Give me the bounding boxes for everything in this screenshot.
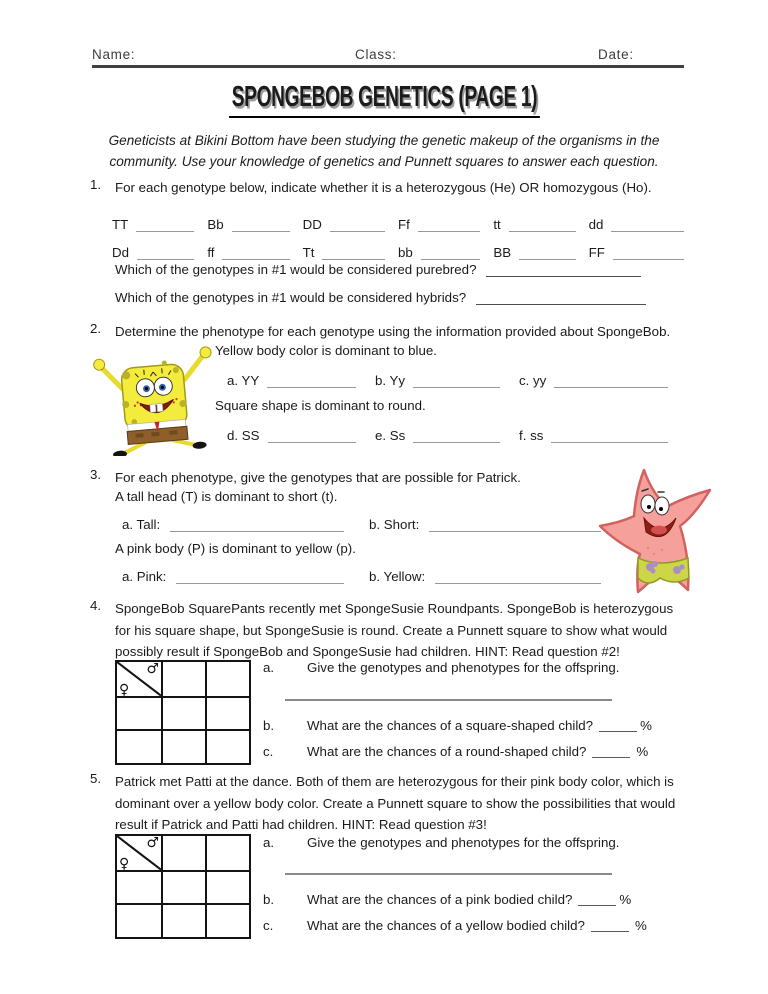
answer-blank	[429, 516, 601, 532]
question-3	[90, 467, 590, 489]
q4-b-unit: %	[640, 718, 652, 733]
q4-c-label: c.	[263, 744, 274, 759]
punnett-cell	[161, 696, 205, 730]
q5-sub-a	[263, 835, 683, 850]
genotype-label: ff	[207, 245, 215, 260]
q2-item	[375, 364, 519, 388]
punnett-cell	[117, 696, 161, 730]
answer-blank	[578, 892, 616, 906]
genotype-label: Ff	[398, 217, 410, 232]
q3-item	[115, 508, 369, 532]
genotype-grid	[112, 206, 684, 260]
punnett-cell	[161, 870, 205, 904]
answer-blank	[413, 427, 500, 443]
intro-text: Geneticists at Bikini Bottom have been studying the genetic makeup of the organisms in the community. Use your knowledge of genetics and Punnett squares to answer each question.	[108, 133, 660, 169]
q5-sub-c	[263, 918, 703, 933]
answer-blank	[285, 699, 612, 701]
punnett-header-cell	[117, 662, 161, 696]
answer-blank	[330, 216, 385, 232]
q4-b-text: What are the chances of a square-shaped child?	[307, 718, 594, 733]
male-symbol: ♂	[146, 661, 159, 677]
answer-blank	[519, 244, 576, 260]
genotype-label: TT	[112, 217, 129, 232]
genotype-label: tt	[493, 217, 501, 232]
question-1-number: 1.	[90, 177, 102, 192]
q4-c-unit: %	[636, 744, 649, 759]
question-2-body	[215, 342, 684, 443]
q3-item-label: b. Short:	[369, 517, 420, 532]
q3-rule-2: A pink body (P) is dominant to yellow (p).	[115, 541, 356, 556]
answer-blank	[592, 744, 630, 758]
female-symbol: ♀	[119, 681, 130, 698]
class-label: Class:	[355, 47, 397, 62]
answer-blank	[170, 516, 344, 532]
q4-b-label: b.	[263, 718, 275, 733]
answer-blank	[176, 568, 344, 584]
answer-blank	[268, 427, 356, 443]
answer-blank	[554, 372, 668, 388]
q2-item	[519, 364, 684, 388]
header-divider	[92, 65, 684, 68]
date-label: Date:	[598, 47, 634, 62]
answer-blank	[421, 244, 481, 260]
name-label: Name:	[92, 47, 136, 62]
answer-blank	[476, 290, 646, 305]
spongebob-image	[91, 346, 223, 456]
answer-blank	[285, 873, 612, 875]
q2-item	[375, 419, 519, 443]
genotype-label: Dd	[112, 245, 129, 260]
answer-blank	[551, 427, 668, 443]
genotype-label: dd	[588, 217, 604, 232]
punnett-cell	[205, 696, 249, 730]
question-3-number: 3.	[90, 467, 102, 482]
q3-item	[369, 560, 601, 584]
genotype-label: Bb	[207, 217, 224, 232]
q3-item-label: a. Pink:	[122, 569, 167, 584]
answer-blank	[413, 372, 500, 388]
q4-sub-b	[263, 718, 703, 733]
q2-item-label: f. ss	[519, 428, 544, 443]
q2-items-1	[215, 364, 684, 388]
question-5-number: 5.	[90, 771, 102, 786]
genotype-cell	[493, 206, 588, 232]
answer-blank	[137, 244, 194, 260]
q3-rule-1: A tall head (T) is dominant to short (t).	[115, 489, 338, 504]
patrick-image	[592, 466, 722, 598]
punnett-cell	[205, 903, 249, 937]
punnett-cell	[117, 903, 161, 937]
q3-item	[369, 508, 601, 532]
question-5-prompt: Patrick met Patti at the dance. Both of them are heterozygous for their pink body color, which is dominant over a yellow body color. Create a Punnett square to show the possibilities that would result if Patrick and Patti had children. HINT: Read question #3!	[115, 774, 676, 832]
q3-item-label: b. Yellow:	[369, 569, 426, 584]
genotype-cell	[398, 234, 493, 260]
genotype-cell	[303, 206, 398, 232]
punnett-cell	[205, 662, 249, 696]
q5-a-label: a.	[263, 835, 275, 850]
genotype-cell	[303, 234, 398, 260]
q5-c-text: What are the chances of a yellow bodied child?	[307, 918, 585, 933]
question-2	[90, 321, 686, 343]
question-3-prompt: For each phenotype, give the genotypes that are possible for Patrick.	[115, 470, 521, 485]
answer-blank	[222, 244, 289, 260]
genotype-label: bb	[398, 245, 413, 260]
punnett-square-q5	[115, 834, 251, 939]
genotype-label: DD	[302, 217, 322, 232]
purebred-question-text: Which of the genotypes in #1 would be considered purebred?	[115, 262, 477, 277]
genotype-cell	[207, 206, 302, 232]
q5-b-label: b.	[263, 892, 275, 907]
punnett-header-cell	[117, 836, 161, 870]
punnett-cell	[205, 836, 249, 870]
punnett-square-q4	[115, 660, 251, 765]
question-4-prompt: SpongeBob SquarePants recently met SpongeSusie Roundpants. SpongeBob is heterozygous for his square shape, but SpongeSusie is round. Create a Punnett square to show what would possibly result if SpongeBob and SpongeSusie had children. HINT: Read question #2!	[115, 601, 674, 659]
answer-blank	[267, 372, 356, 388]
hybrids-question	[115, 290, 646, 305]
q4-a-label: a.	[263, 660, 275, 675]
q2-rule-2: Square shape is dominant to round.	[215, 398, 426, 413]
genotype-cell	[493, 234, 588, 260]
q2-item	[215, 419, 375, 443]
purebred-question	[115, 262, 641, 277]
q5-sub-b	[263, 892, 703, 907]
header	[92, 47, 684, 65]
q5-c-unit: %	[634, 918, 647, 933]
q2-item	[215, 364, 375, 388]
q5-a-text: Give the genotypes and phenotypes for the offspring.	[307, 835, 620, 850]
answer-blank	[509, 216, 576, 232]
question-4-number: 4.	[90, 598, 102, 613]
q2-item-label: b. Yy	[375, 373, 406, 388]
q2-item-label: c. yy	[519, 373, 547, 388]
punnett-cell	[161, 903, 205, 937]
answer-blank	[591, 918, 629, 932]
question-1-prompt: For each genotype below, indicate whether it is a heterozygous (He) OR homozygous (Ho).	[115, 180, 652, 195]
q5-c-label: c.	[263, 918, 274, 933]
q4-sub-a	[263, 660, 683, 675]
genotype-cell	[112, 234, 207, 260]
genotype-label: Tt	[302, 245, 315, 260]
q2-item-label: d. SS	[227, 428, 260, 443]
q5-b-text: What are the chances of a pink bodied child?	[307, 892, 573, 907]
punnett-cell	[205, 870, 249, 904]
genotype-label: FF	[588, 245, 605, 260]
question-2-prompt: Determine the phenotype for each genotype using the information provided about SpongeBob.	[115, 324, 671, 339]
answer-blank	[136, 216, 194, 232]
male-symbol: ♂	[146, 835, 159, 851]
q4-a-text: Give the genotypes and phenotypes for the offspring.	[307, 660, 620, 675]
genotype-cell	[589, 206, 684, 232]
q3-item-label: a. Tall:	[122, 517, 161, 532]
genotype-cell	[207, 234, 302, 260]
answer-blank	[232, 216, 290, 232]
genotype-cell	[398, 206, 493, 232]
answer-blank	[611, 216, 684, 232]
answer-blank	[435, 568, 601, 584]
punnett-cell	[161, 729, 205, 763]
punnett-cell	[117, 729, 161, 763]
answer-blank	[418, 216, 481, 232]
punnett-cell	[205, 729, 249, 763]
q3-items-2	[115, 560, 601, 584]
genotype-cell	[589, 234, 684, 260]
female-symbol: ♀	[119, 855, 130, 872]
title-wrap	[0, 81, 768, 118]
answer-blank	[613, 244, 684, 260]
question-4	[90, 598, 690, 663]
question-1	[90, 177, 686, 199]
hybrids-question-text: Which of the genotypes in #1 would be considered hybrids?	[115, 290, 467, 305]
punnett-cell	[117, 870, 161, 904]
page-title: SPONGEBOB GENETICS (PAGE 1)	[229, 81, 540, 118]
question-5	[90, 771, 690, 836]
answer-blank	[486, 262, 641, 277]
q2-item	[519, 419, 684, 443]
q3-item	[115, 560, 369, 584]
answer-blank	[322, 244, 385, 260]
q2-item-label: a. YY	[227, 373, 260, 388]
q2-rule-1: Yellow body color is dominant to blue.	[215, 343, 437, 358]
q5-b-unit: %	[619, 892, 632, 907]
q4-c-text: What are the chances of a round-shaped child?	[307, 744, 587, 759]
q4-sub-c	[263, 744, 703, 759]
punnett-cell	[161, 836, 205, 870]
q2-items-2	[215, 419, 684, 443]
punnett-cell	[161, 662, 205, 696]
q2-item-label: e. Ss	[375, 428, 406, 443]
answer-blank	[599, 718, 637, 732]
genotype-label: BB	[493, 245, 512, 260]
q3-items-1	[115, 508, 601, 532]
genotype-cell	[112, 206, 207, 232]
question-2-number: 2.	[90, 321, 102, 336]
